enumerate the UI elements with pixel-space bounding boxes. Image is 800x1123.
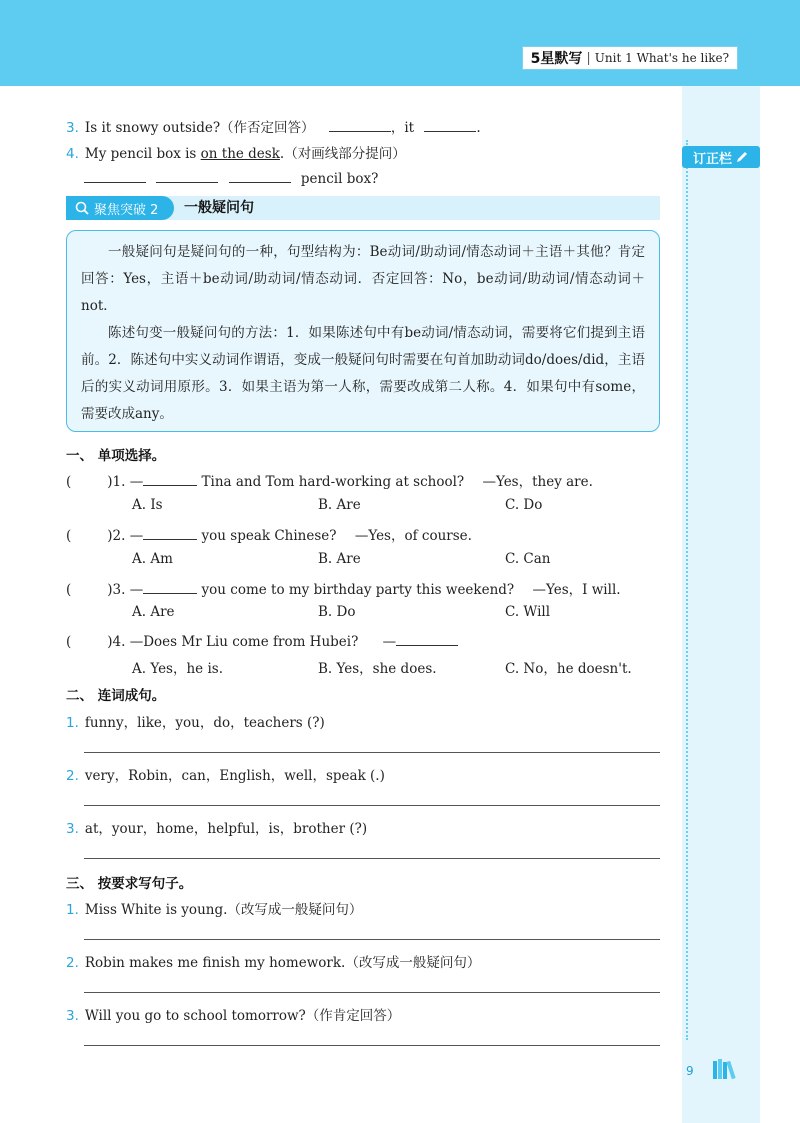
answer-blank[interactable]	[143, 579, 197, 594]
tip-paragraph: 陈述句变一般疑问句的方法：1．如果陈述句中有be动词/情态动词，需要将它们提到主语前。2．陈述句中实义动词作谓语，变成一般疑问句时需要在句首加助动词do/does/did，主语后的实义动词用原形。3．如果主语为第一人称，需要改成第二人称。4．如果句中有some，需要改成any。	[81, 325, 645, 422]
correction-column	[682, 86, 760, 1123]
question-row: ( )3. — you come to my birthday party this weekend? —Yes，I will.	[66, 578, 621, 598]
answer-line[interactable]	[84, 992, 660, 993]
focus-title: 一般疑问句	[184, 200, 254, 216]
option-a[interactable]: A. Are	[132, 604, 175, 620]
answer-blank[interactable]	[424, 117, 476, 132]
option-c[interactable]: C. Will	[505, 604, 551, 620]
section-heading: 二、 连词成句。	[66, 688, 166, 704]
prev-item-3: 3. Is it snowy outside?（作否定回答） ，it .	[66, 116, 481, 136]
grammar-tip-box	[66, 230, 660, 432]
answer-line[interactable]	[84, 752, 660, 753]
correction-label: 订正栏	[682, 146, 760, 168]
reorder-item: 3. at，your，home，helpful，is，brother (?)	[66, 821, 368, 837]
rewrite-item: 1. Miss White is young.（改写成一般疑问句）	[66, 902, 363, 918]
answer-blank[interactable]	[229, 168, 291, 183]
prev-item-4: 4. My pencil box is on the desk.（对画线部分提问）	[66, 146, 406, 162]
pencil-icon	[735, 150, 749, 164]
question-row: ( )1. — Tina and Tom hard-working at school? —Yes，they are.	[66, 470, 593, 490]
header-brand: 5星默写	[530, 51, 583, 67]
magnifier-icon	[74, 200, 90, 216]
header-unit: Unit 1 What's he like?	[594, 51, 729, 65]
prev-item-4-line: pencil box?	[84, 168, 378, 187]
option-b[interactable]: B. Do	[318, 604, 356, 620]
answer-blank[interactable]	[143, 471, 197, 486]
answer-line[interactable]	[84, 1045, 660, 1046]
answer-line[interactable]	[84, 805, 660, 806]
option-b[interactable]: B. Yes，she does.	[318, 661, 437, 677]
books-icon	[712, 1058, 738, 1084]
answer-blank[interactable]	[84, 168, 146, 183]
correction-divider	[686, 140, 688, 1040]
top-banner	[0, 0, 800, 86]
question-row: ( )2. — you speak Chinese? —Yes，of course.	[66, 524, 472, 544]
section-heading: 三、 按要求写句子。	[66, 876, 193, 892]
answer-blank[interactable]	[329, 117, 391, 132]
answer-blank[interactable]	[396, 631, 458, 646]
rewrite-item: 2. Robin makes me finish my homework.（改写成一般疑问句）	[66, 955, 481, 971]
reorder-item: 1. funny，like，you，do，teachers (?)	[66, 715, 325, 731]
answer-blank[interactable]	[143, 525, 197, 540]
answer-blank[interactable]	[156, 168, 218, 183]
page-number: 9	[686, 1064, 694, 1078]
option-a[interactable]: A. Am	[132, 551, 173, 567]
section-heading: 一、 单项选择。	[66, 448, 166, 464]
question-row: ( )4. —Does Mr Liu come from Hubei? —	[66, 631, 458, 650]
option-c[interactable]: C. Do	[505, 497, 543, 513]
header-tag: 5星默写 | Unit 1 What's he like?	[522, 46, 738, 70]
option-c[interactable]: C. No，he doesn't.	[505, 661, 632, 677]
option-c[interactable]: C. Can	[505, 551, 551, 567]
answer-line[interactable]	[84, 939, 660, 940]
rewrite-item: 3. Will you go to school tomorrow?（作肯定回答）	[66, 1008, 401, 1024]
reorder-item: 2. very，Robin，can，English，well，speak (.)	[66, 768, 385, 784]
option-a[interactable]: A. Yes，he is.	[132, 661, 223, 677]
option-b[interactable]: B. Are	[318, 497, 361, 513]
focus-badge: 聚焦突破 2	[66, 196, 174, 220]
option-a[interactable]: A. Is	[132, 497, 163, 513]
tip-paragraph: 一般疑问句是疑问句的一种，句型结构为：Be动词/助动词/情态动词＋主语＋其他？肯定回答：Yes，主语＋be动词/助动词/情态动词．否定回答：No，be动词/助动词/情态动词＋not．	[81, 244, 645, 314]
option-b[interactable]: B. Are	[318, 551, 361, 567]
answer-line[interactable]	[84, 858, 660, 859]
